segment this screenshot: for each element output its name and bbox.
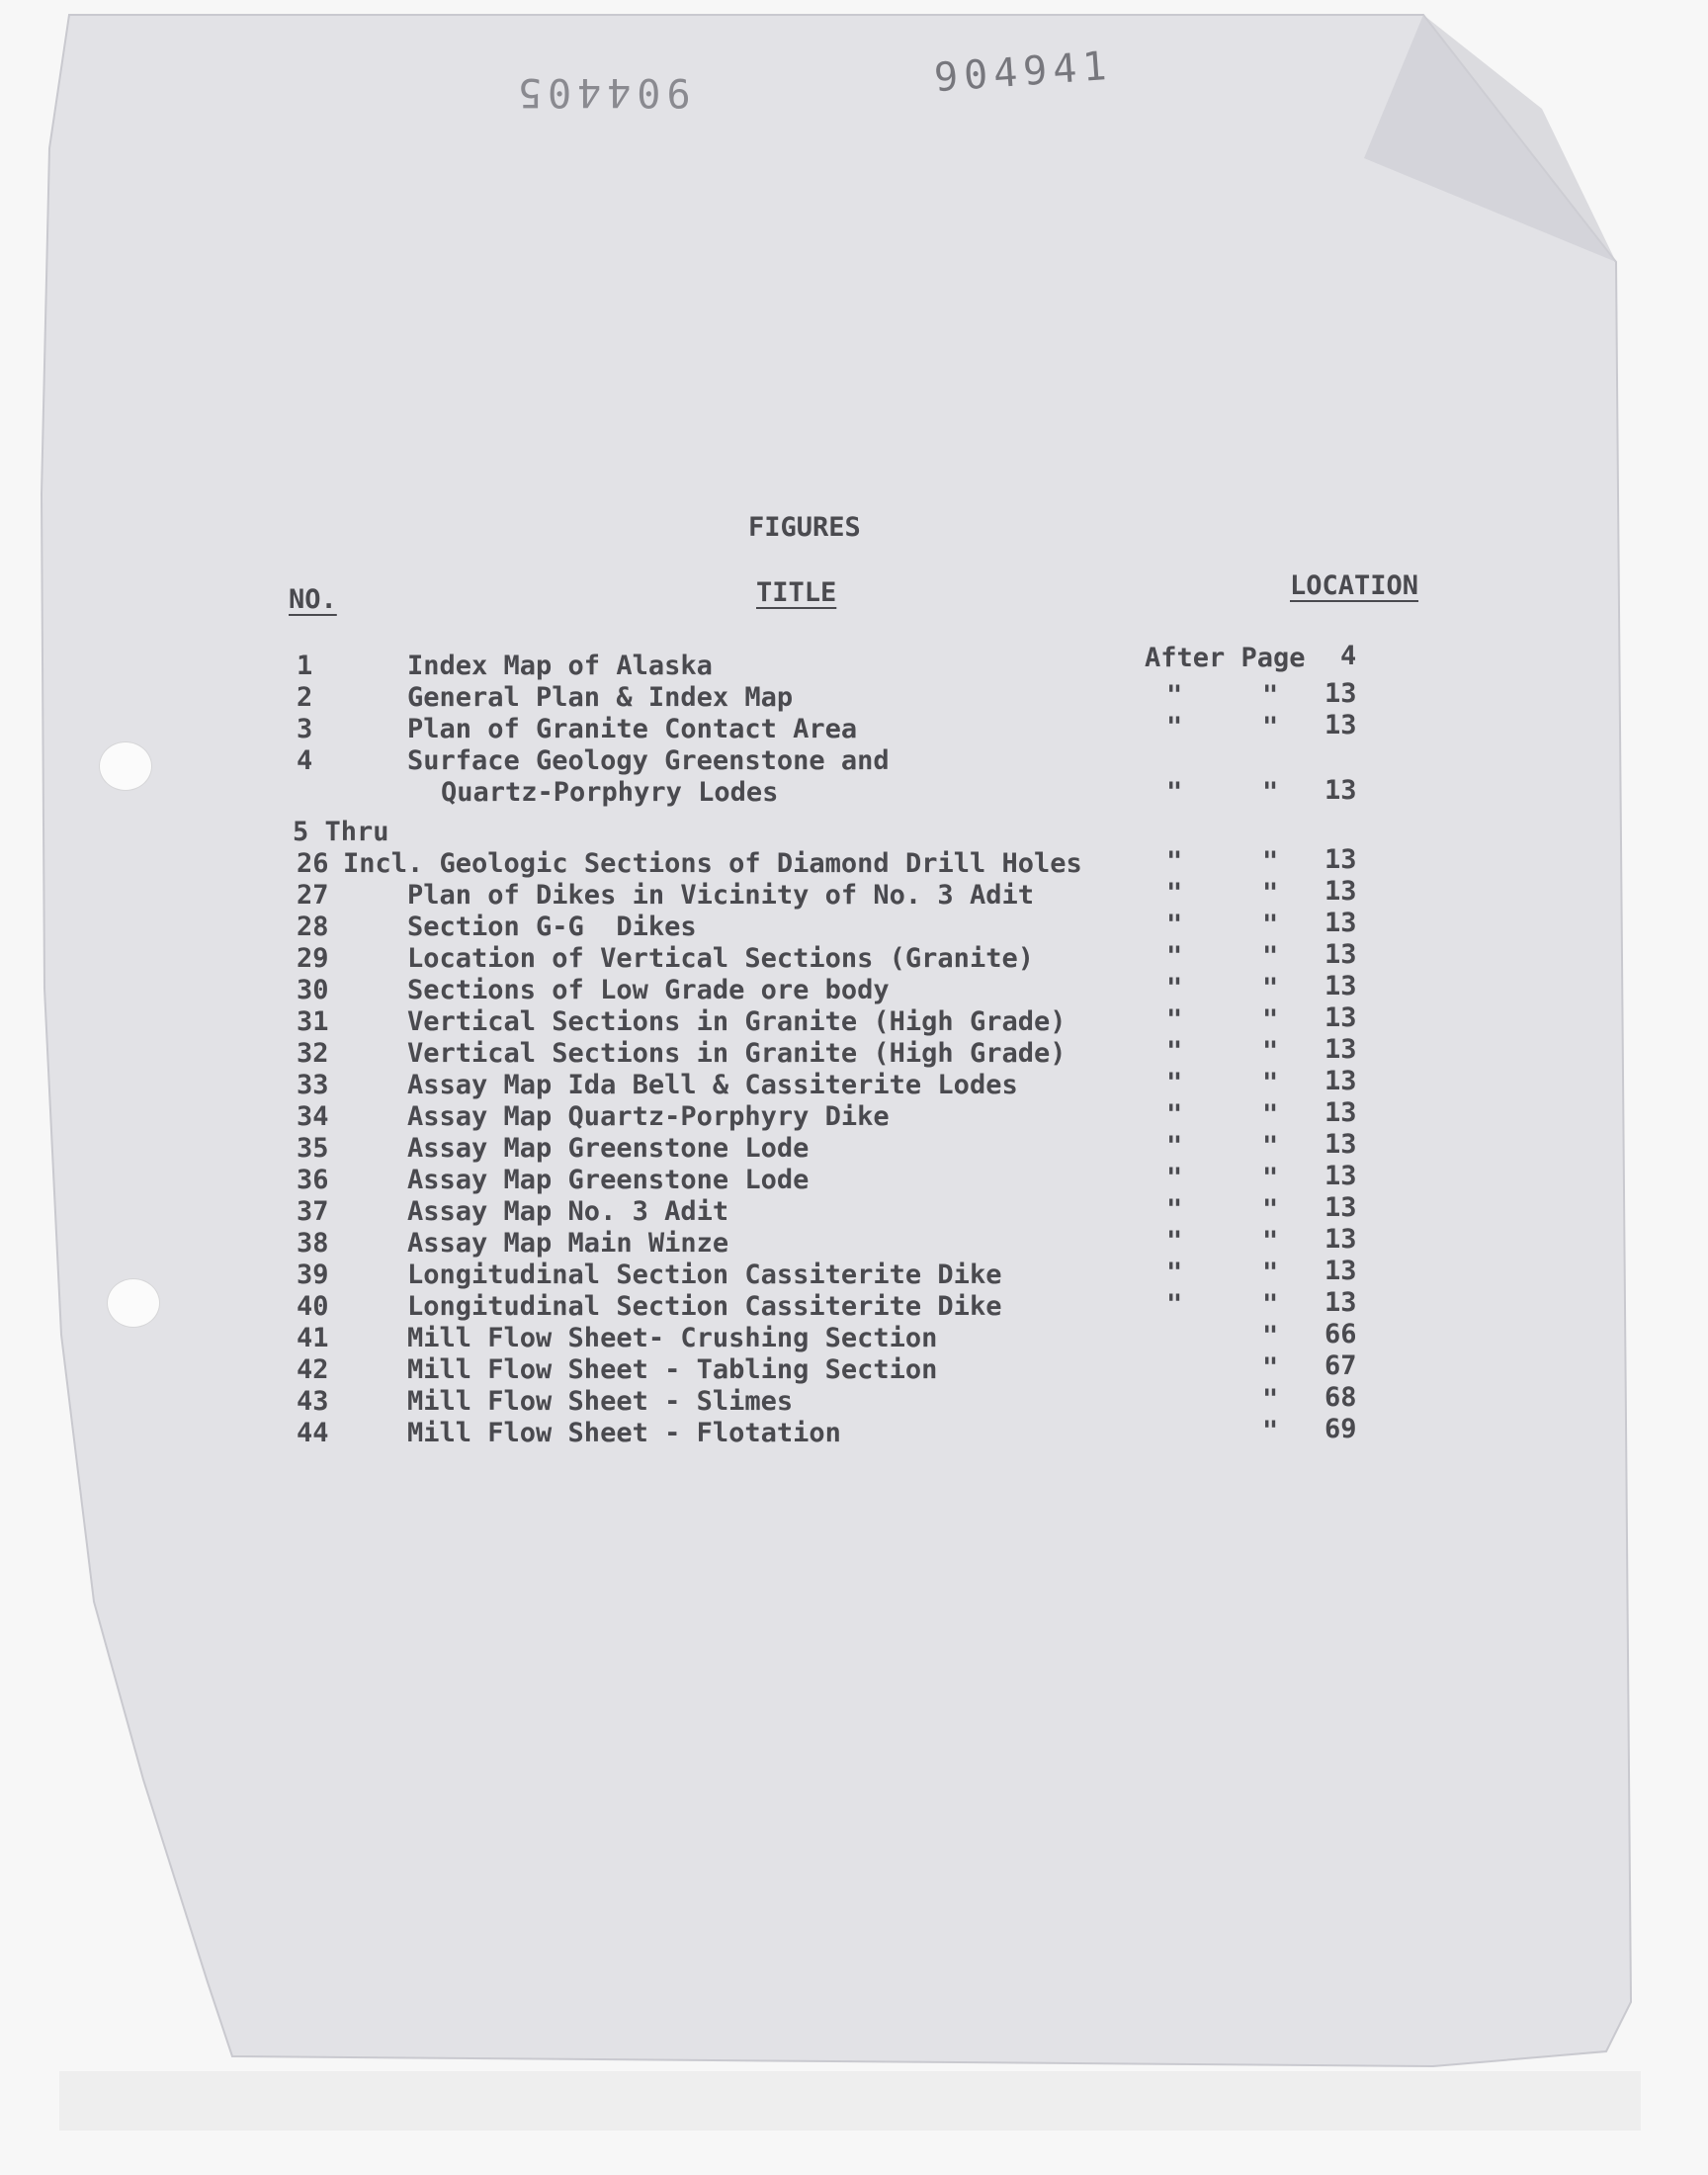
figure-number: 27 — [297, 880, 329, 911]
figure-number: 5 Thru — [293, 817, 389, 847]
location-page: 13 — [1324, 1192, 1357, 1223]
ditto-mark: " — [1262, 1099, 1279, 1130]
location-page: 13 — [1324, 876, 1357, 907]
figure-number: 3 — [297, 714, 313, 744]
ditto-mark: " — [1166, 1036, 1183, 1067]
figure-number: 33 — [297, 1070, 329, 1100]
figure-title: Mill Flow Sheet - Flotation — [407, 1418, 841, 1448]
ditto-mark: " — [1262, 1384, 1279, 1415]
ditto-mark: " — [1166, 1131, 1183, 1162]
ditto-mark: " — [1262, 1068, 1279, 1098]
location-page: 13 — [1324, 1287, 1357, 1318]
ditto-mark: " — [1166, 1004, 1183, 1035]
figure-title: Plan of Dikes in Vicinity of No. 3 Adit — [407, 880, 1034, 911]
figure-number: 39 — [297, 1260, 329, 1290]
ditto-mark: " — [1262, 1226, 1279, 1257]
binder-hole-top — [99, 741, 152, 791]
ditto-mark: " — [1262, 777, 1279, 808]
ditto-mark: " — [1262, 1194, 1279, 1225]
ditto-mark: " — [1262, 1352, 1279, 1383]
column-header-title: TITLE — [756, 577, 837, 608]
figure-number: 4 — [297, 745, 313, 776]
figure-title: Longitudinal Section Cassiterite Dike — [407, 1260, 1002, 1290]
figure-number: 43 — [297, 1386, 329, 1417]
ditto-mark: " — [1262, 680, 1279, 711]
location-page: 13 — [1324, 710, 1357, 740]
ditto-mark: " — [1166, 846, 1183, 877]
ditto-mark: " — [1166, 878, 1183, 909]
figure-number: 29 — [297, 943, 329, 974]
figure-title: Surface Geology Greenstone and — [407, 745, 890, 776]
figure-title: Assay Map Greenstone Lode — [407, 1133, 810, 1164]
ditto-mark: " — [1166, 1258, 1183, 1288]
ditto-mark: " — [1262, 910, 1279, 940]
figure-title: Index Map of Alaska — [407, 651, 713, 681]
location-page: 13 — [1324, 1224, 1357, 1255]
ditto-mark: " — [1166, 1289, 1183, 1320]
location-page: 13 — [1324, 971, 1357, 1001]
figure-number: 28 — [297, 912, 329, 942]
location-page: 13 — [1324, 1097, 1357, 1128]
figure-title: Assay Map Ida Bell & Cassiterite Lodes — [407, 1070, 1018, 1100]
figure-number: 36 — [297, 1165, 329, 1195]
ditto-mark: " — [1262, 973, 1279, 1003]
stamp-number-left: 904405 — [512, 69, 691, 115]
figure-number: 31 — [297, 1006, 329, 1037]
ditto-mark: " — [1166, 973, 1183, 1003]
ditto-mark: " — [1262, 1163, 1279, 1193]
ditto-mark: " — [1166, 712, 1183, 742]
figure-title: Plan of Granite Contact Area — [407, 714, 858, 744]
figure-number: 26 — [297, 848, 329, 879]
location-prefix: After Page — [1145, 643, 1306, 673]
location-page: 13 — [1324, 1256, 1357, 1286]
ditto-mark: " — [1166, 1068, 1183, 1098]
location-page: 4 — [1340, 641, 1357, 671]
figure-title: Mill Flow Sheet - Slimes — [407, 1386, 794, 1417]
figure-title: Mill Flow Sheet- Crushing Section — [407, 1323, 938, 1353]
figure-number: 41 — [297, 1323, 329, 1353]
ditto-mark: " — [1166, 1226, 1183, 1257]
location-page: 13 — [1324, 1002, 1357, 1033]
figure-title: Assay Map No. 3 Adit — [407, 1196, 729, 1227]
figure-number: 38 — [297, 1228, 329, 1259]
figure-title: Vertical Sections in Granite (High Grade) — [407, 1006, 1067, 1037]
ditto-mark: " — [1166, 941, 1183, 972]
ditto-mark: " — [1166, 1163, 1183, 1193]
figure-number: 32 — [297, 1038, 329, 1069]
ditto-mark: " — [1166, 1194, 1183, 1225]
ditto-mark: " — [1262, 712, 1279, 742]
figure-title: Mill Flow Sheet - Tabling Section — [407, 1354, 938, 1385]
figure-number: 34 — [297, 1101, 329, 1132]
ditto-mark: " — [1262, 1289, 1279, 1320]
figure-title: Vertical Sections in Granite (High Grade) — [407, 1038, 1067, 1069]
ditto-mark: " — [1166, 777, 1183, 808]
ditto-mark: " — [1262, 1258, 1279, 1288]
figure-title: Sections of Low Grade ore body — [407, 975, 890, 1005]
figure-number: 35 — [297, 1133, 329, 1164]
figure-number: 1 — [297, 651, 313, 681]
location-page: 13 — [1324, 775, 1357, 806]
figure-number: 42 — [297, 1354, 329, 1385]
ditto-mark: " — [1166, 680, 1183, 711]
ditto-mark: " — [1262, 1036, 1279, 1067]
stamp-number-right: 904941 — [932, 43, 1114, 102]
figure-title: Location of Vertical Sections (Granite) — [407, 943, 1034, 974]
column-header-location: LOCATION — [1290, 570, 1419, 601]
location-page: 13 — [1324, 908, 1357, 938]
page-heading: FIGURES — [748, 512, 861, 543]
figure-number: 40 — [297, 1291, 329, 1322]
location-page: 13 — [1324, 678, 1357, 709]
figure-title: Longitudinal Section Cassiterite Dike — [407, 1291, 1002, 1322]
figure-number: 44 — [297, 1418, 329, 1448]
figure-title: General Plan & Index Map — [407, 682, 794, 713]
figure-title: Assay Map Main Winze — [407, 1228, 729, 1259]
location-page: 13 — [1324, 1066, 1357, 1096]
ditto-mark: " — [1166, 1099, 1183, 1130]
ditto-mark: " — [1262, 878, 1279, 909]
location-page: 13 — [1324, 1034, 1357, 1065]
ditto-mark: " — [1166, 910, 1183, 940]
figure-title: Incl. Geologic Sections of Diamond Drill Holes — [343, 848, 1082, 879]
location-page: 66 — [1324, 1319, 1357, 1349]
figure-title-continued: Quartz-Porphyry Lodes — [441, 777, 779, 808]
figure-number: 37 — [297, 1196, 329, 1227]
location-page: 13 — [1324, 1161, 1357, 1191]
location-page: 13 — [1324, 1129, 1357, 1160]
figure-title: Assay Map Greenstone Lode — [407, 1165, 810, 1195]
figure-title: Section G-G Dikes — [407, 912, 697, 942]
ditto-mark: " — [1262, 1416, 1279, 1446]
figure-number: 30 — [297, 975, 329, 1005]
figure-number: 2 — [297, 682, 313, 713]
column-header-no: NO. — [289, 584, 337, 615]
ditto-mark: " — [1262, 1131, 1279, 1162]
figure-title: Assay Map Quartz-Porphyry Dike — [407, 1101, 890, 1132]
location-page: 67 — [1324, 1350, 1357, 1381]
location-page: 68 — [1324, 1382, 1357, 1413]
ditto-mark: " — [1262, 1004, 1279, 1035]
location-page: 13 — [1324, 939, 1357, 970]
location-page: 69 — [1324, 1414, 1357, 1444]
ditto-mark: " — [1262, 941, 1279, 972]
ditto-mark: " — [1262, 1321, 1279, 1351]
ditto-mark: " — [1262, 846, 1279, 877]
location-page: 13 — [1324, 844, 1357, 875]
binder-hole-bottom — [107, 1278, 160, 1328]
